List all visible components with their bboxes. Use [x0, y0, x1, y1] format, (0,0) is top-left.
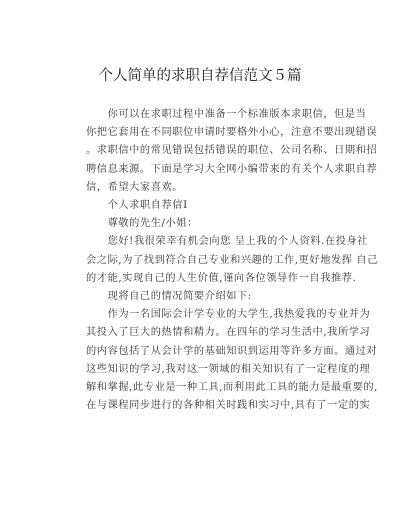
body-line: 作为一名国际会计学专业的大学生,我热爱我的专业并为 — [86, 309, 371, 321]
body-line: 其投入了巨大的热情和精力。在四年的学习生活中,我所学习 — [86, 327, 371, 339]
body-line: 这些知识的学习,我对这一领域的相关知识有了一定程度的理 — [86, 363, 371, 375]
body-line: 的内容包括了从会计学的基础知识到运用等许多方面。通过对 — [86, 345, 378, 357]
body-line: 您好!我很荣幸有机会向您 呈上我的个人资料.在投身社 — [86, 236, 369, 248]
body-line: 解和掌握,此专业是一种工具,而利用此工具的能力是最重要的, — [86, 382, 378, 394]
body-line: 你可以在求职过程中准备一个标准版本求职信，但是当 — [86, 109, 367, 120]
document-title: 个人简单的求职自荐信范文５篇 — [98, 68, 302, 84]
body-line: 在与课程同步进行的各种相关时践和实习中,具有了一定的实 — [86, 400, 371, 412]
document-body — [86, 106, 378, 415]
salutation: 尊敬的先生/小姐： — [86, 218, 198, 230]
body-line: 聘信息来源。下面是学习大全网小编带来的有关个人求职自荐 — [86, 163, 378, 175]
section-heading: 个人求职自荐信Ⅰ — [86, 200, 188, 212]
body-line: 信，希望大家喜欢。 — [86, 181, 184, 193]
body-line: 现将自己的情况简要介绍如下: — [86, 291, 252, 303]
body-line: 的才能,实现自己的人生价值,谨向各位领导作一自我推荐. — [86, 272, 357, 284]
body-line: 你把它套用在不同职位申请时要格外小心，注意不要出现错误 — [86, 127, 378, 139]
body-line: 。求职信中的常见错误包括错误的职位、公司名称、日期和招 — [86, 145, 378, 157]
body-line: 会之际,为了找到符合自己专业和兴趣的工作,更好地发挥 自己 — [86, 254, 378, 266]
